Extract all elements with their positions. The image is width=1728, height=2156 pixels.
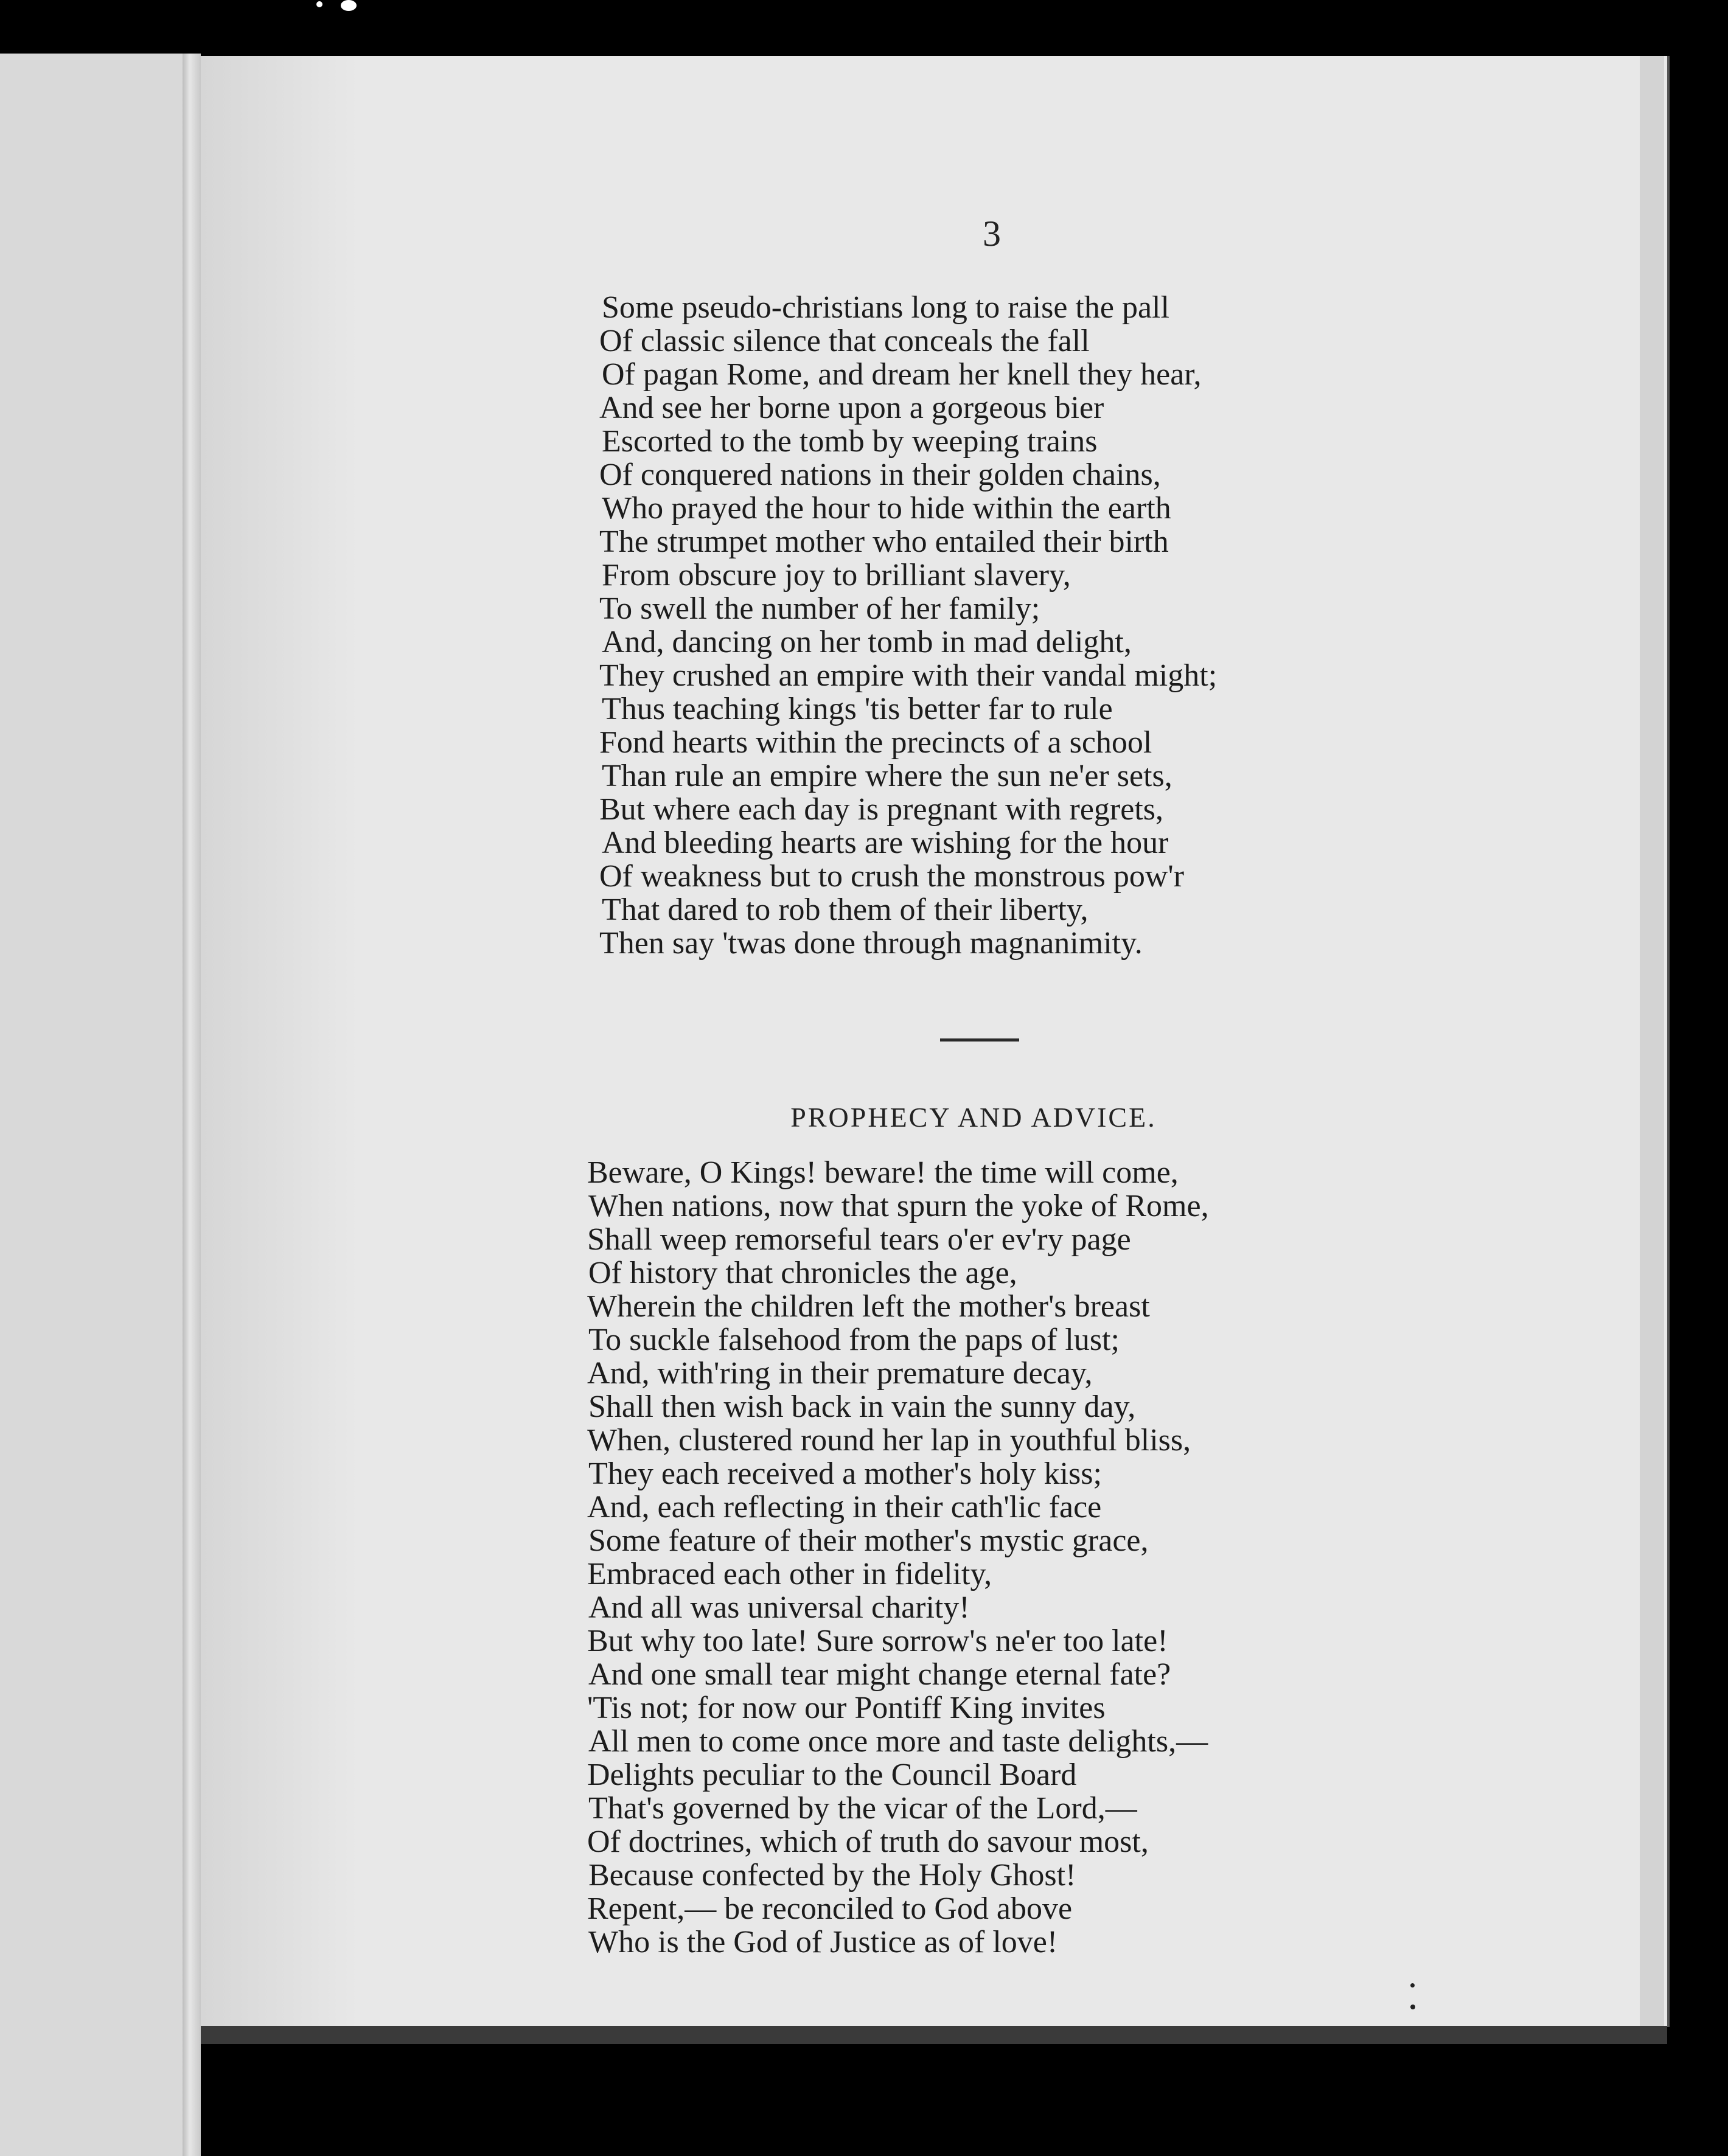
poem-line: To suckle falsehood from the paps of lust; [588,1323,1120,1357]
poem-line: The strumpet mother who entailed their birth [599,524,1169,559]
poem-line: Than rule an empire where the sun ne'er sets, [602,759,1172,793]
section-divider [940,1038,1019,1041]
poem-line: Beware, O Kings! beware! the time will come, [587,1155,1179,1190]
page-bottom-shadow [201,2026,1667,2044]
poem-line: And all was universal charity! [588,1590,970,1625]
poem-stanza-two [587,1156,1209,1959]
poem-line: That's governed by the vicar of the Lord,— [588,1791,1137,1826]
poem-line: And, each reflecting in their cath'lic face [587,1490,1102,1525]
poem-line: Some feature of their mother's mystic grace, [588,1523,1149,1558]
binding-flap [0,54,201,2156]
poem-line: Of conquered nations in their golden chains, [599,457,1161,492]
poem-line: That dared to rob them of their liberty, [602,892,1089,927]
poem-line: Of doctrines, which of truth do savour most, [587,1824,1149,1859]
poem-line: And bleeding hearts are wishing for the hour [602,826,1169,860]
poem-line: Some pseudo-christians long to raise the pall [602,290,1169,325]
poem-line: From obscure joy to brilliant slavery, [602,558,1071,593]
poem-line: Wherein the children left the mother's breast [587,1289,1150,1324]
poem-line: Escorted to the tomb by weeping trains [602,424,1098,459]
binding-edge [183,54,201,2156]
poem-line: Of history that chronicles the age, [588,1256,1017,1290]
poem-line: Shall weep remorseful tears o'er ev'ry page [587,1222,1131,1257]
poem-line: When nations, now that spurn the yoke of Rome, [588,1189,1209,1223]
poem-line: 'Tis not; for now our Pontiff King invites [587,1691,1106,1725]
poem-line: And one small tear might change eternal fate? [588,1657,1171,1692]
scan-speck [341,0,357,11]
poem-line: Of weakness but to crush the monstrous pow'r [599,859,1185,894]
poem-line: But why too late! Sure sorrow's ne'er too late! [587,1624,1168,1658]
page-number: 3 [983,214,1001,254]
poem-line: Who prayed the hour to hide within the earth [602,491,1171,526]
poem-line: They each received a mother's holy kiss; [588,1456,1102,1491]
poem-line: To swell the number of her family; [599,591,1040,626]
poem-line: Of classic silence that conceals the fall [599,324,1090,358]
scan-dot [1410,2005,1415,2009]
poem-line: Thus teaching kings 'tis better far to rule [602,692,1113,726]
poem-line: Fond hearts within the precincts of a school [599,725,1152,760]
poem-line: All men to come once more and taste delights,— [588,1724,1208,1759]
poem-line: Of pagan Rome, and dream her knell they hear, [602,357,1202,392]
poem-line: When, clustered round her lap in youthful bliss, [587,1423,1191,1458]
scan-speck [316,1,322,7]
poem-line: And, with'ring in their premature decay, [587,1356,1093,1391]
poem-line: And see her borne upon a gorgeous bier [599,391,1104,425]
page-right-edge [1640,56,1664,2027]
poem-line: And, dancing on her tomb in mad delight, [602,625,1132,659]
poem-stanza-one [599,291,1217,960]
poem-line: Embraced each other in fidelity, [587,1557,992,1591]
page-gutter-shade [201,56,359,2027]
section-title: PROPHECY AND ADVICE. [790,1102,1157,1133]
poem-line: Delights peculiar to the Council Board [587,1758,1077,1792]
poem-line: Then say 'twas done through magnanimity. [599,926,1143,961]
poem-line: Because confected by the Holy Ghost! [588,1858,1076,1893]
poem-line: But where each day is pregnant with regrets, [599,792,1164,827]
poem-line: Who is the God of Justice as of love! [588,1925,1058,1960]
poem-line: Shall then wish back in vain the sunny day, [588,1389,1136,1424]
poem-line: They crushed an empire with their vandal might; [599,658,1218,693]
scan-dot [1410,1983,1415,1987]
poem-line: Repent,— be reconciled to God above [587,1891,1073,1926]
